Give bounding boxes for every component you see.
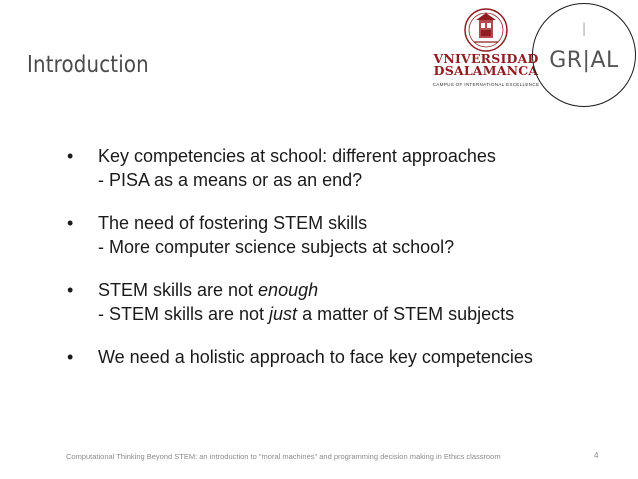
grial-logo bbox=[532, 3, 636, 107]
page-number: 4 bbox=[594, 451, 599, 460]
university-of-salamanca-logo bbox=[426, 6, 546, 90]
slide-title: Introduction bbox=[27, 52, 149, 78]
bullet-text-part: STEM skills are not bbox=[98, 280, 259, 300]
bullet-emphasis: enough bbox=[258, 280, 319, 300]
university-seal-icon bbox=[464, 6, 508, 54]
bullet-subtext-part: - STEM skills are not bbox=[98, 304, 270, 324]
bullet-list bbox=[67, 144, 607, 388]
usal-wordmark-line2: DSALAMANCA bbox=[433, 63, 539, 78]
grial-mark: I bbox=[581, 19, 587, 41]
bullet-emphasis: just bbox=[269, 304, 298, 324]
bullet-text: The need of fostering STEM skills bbox=[98, 213, 368, 233]
bullet-text bbox=[98, 278, 607, 302]
bullet-marker: • bbox=[67, 280, 74, 300]
bullet-subtext: - More computer science subjects at school? bbox=[98, 237, 455, 257]
bullet-item bbox=[67, 211, 607, 259]
usal-wordmark bbox=[426, 53, 546, 77]
bullet-subtext: - PISA as a means or as an end? bbox=[98, 170, 363, 190]
bullet-item bbox=[67, 144, 607, 192]
footer-text: Computational Thinking Beyond STEM: an introduction to "moral machines" and programming decision making in Ethics classroom bbox=[66, 452, 501, 461]
bullet-item bbox=[67, 345, 607, 369]
bullet-marker: • bbox=[67, 146, 74, 166]
bullet-marker: • bbox=[67, 213, 74, 233]
usal-tagline: CAMPUS OF INTERNATIONAL EXCELLENCE bbox=[432, 82, 540, 87]
grial-wordmark: GR|AL bbox=[549, 48, 619, 73]
bullet-subtext bbox=[98, 302, 607, 326]
bullet-marker: • bbox=[67, 347, 74, 367]
bullet-subtext-part: a matter of STEM subjects bbox=[297, 304, 515, 324]
usal-wordmark-line1: VNIVERSIDAD bbox=[433, 51, 539, 66]
bullet-text: We need a holistic approach to face key competencies bbox=[98, 347, 533, 367]
bullet-text: Key competencies at school: different approaches bbox=[98, 146, 496, 166]
bullet-item bbox=[67, 278, 607, 326]
